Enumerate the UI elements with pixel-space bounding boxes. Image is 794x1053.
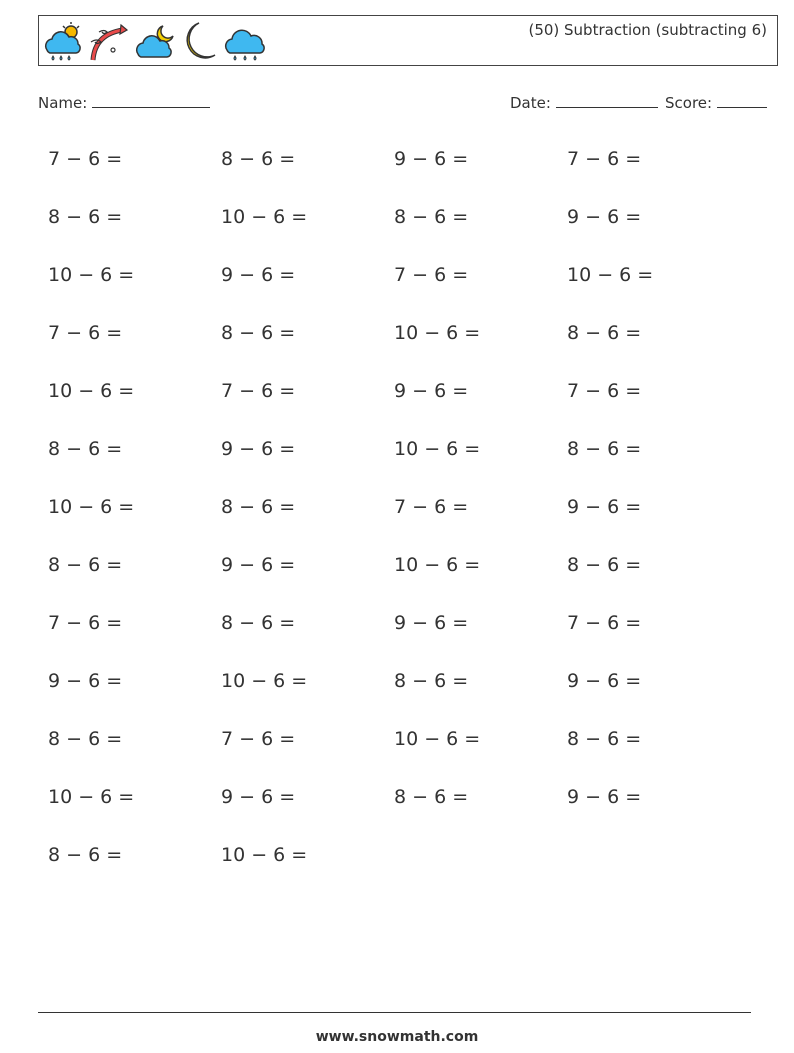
footer-divider [38,1012,751,1013]
problem-item: 10 − 6 = [48,786,135,808]
problem-item: 7 − 6 = [567,148,642,170]
problem-item: 8 − 6 = [221,322,296,344]
problem-item: 8 − 6 = [394,670,469,692]
problem-item: 8 − 6 = [221,496,296,518]
problem-item: 10 − 6 = [48,264,135,286]
problem-item: 9 − 6 = [48,670,123,692]
problem-item: 7 − 6 = [48,612,123,634]
problem-item: 8 − 6 = [48,206,123,228]
score-blank[interactable] [717,93,767,108]
problem-item: 9 − 6 = [567,670,642,692]
problem-item: 10 − 6 = [394,554,481,576]
name-field [38,93,210,112]
date-field [510,93,658,112]
weather-icons [41,20,271,64]
problem-item: 10 − 6 = [221,670,308,692]
problem-item: 10 − 6 = [394,322,481,344]
cloud-moon-icon [133,20,177,64]
problem-item: 8 − 6 = [221,612,296,634]
problem-item: 10 − 6 = [221,206,308,228]
problem-item: 8 − 6 = [567,554,642,576]
name-label: Name: [38,94,88,112]
problem-item: 9 − 6 = [567,496,642,518]
problem-item: 9 − 6 = [221,786,296,808]
problem-item: 10 − 6 = [48,496,135,518]
worksheet-title: (50) Subtraction (subtracting 6) [528,21,767,39]
problem-item: 7 − 6 = [394,496,469,518]
score-label: Score: [665,94,713,112]
problem-item: 9 − 6 = [221,264,296,286]
rainbow-wind-icon [87,20,131,64]
problem-item: 7 − 6 = [394,264,469,286]
problem-item: 7 − 6 = [567,380,642,402]
problem-item: 8 − 6 = [48,844,123,866]
header-box [38,15,778,66]
problem-item: 10 − 6 = [221,844,308,866]
name-blank[interactable] [92,93,210,108]
problem-item: 8 − 6 = [221,148,296,170]
problem-item: 9 − 6 = [394,148,469,170]
score-field [665,93,767,112]
problem-item: 9 − 6 = [221,554,296,576]
date-blank[interactable] [556,93,658,108]
problem-item: 9 − 6 = [394,380,469,402]
problem-item: 8 − 6 = [567,728,642,750]
problem-item: 7 − 6 = [567,612,642,634]
problem-item: 10 − 6 = [394,728,481,750]
problem-item: 9 − 6 = [567,206,642,228]
problem-item: 8 − 6 = [567,438,642,460]
problem-item: 7 − 6 = [221,380,296,402]
problem-item: 9 − 6 = [394,612,469,634]
problem-item: 8 − 6 = [394,206,469,228]
problem-item: 8 − 6 = [394,786,469,808]
cloud-rain-sun-icon [41,20,85,64]
problem-item: 10 − 6 = [48,380,135,402]
problem-item: 8 − 6 = [48,438,123,460]
date-label: Date: [510,94,551,112]
footer-site: www.snowmath.com [315,1029,479,1045]
problem-item: 10 − 6 = [394,438,481,460]
rain-cloud-icon [221,20,269,64]
problem-item: 8 − 6 = [567,322,642,344]
problem-item: 8 − 6 = [48,728,123,750]
problem-item: 10 − 6 = [567,264,654,286]
problem-item: 7 − 6 = [221,728,296,750]
problem-item: 9 − 6 = [567,786,642,808]
problem-item: 8 − 6 = [48,554,123,576]
crescent-moon-icon [179,20,219,64]
problem-item: 9 − 6 = [221,438,296,460]
problem-item: 7 − 6 = [48,322,123,344]
problem-item: 7 − 6 = [48,148,123,170]
